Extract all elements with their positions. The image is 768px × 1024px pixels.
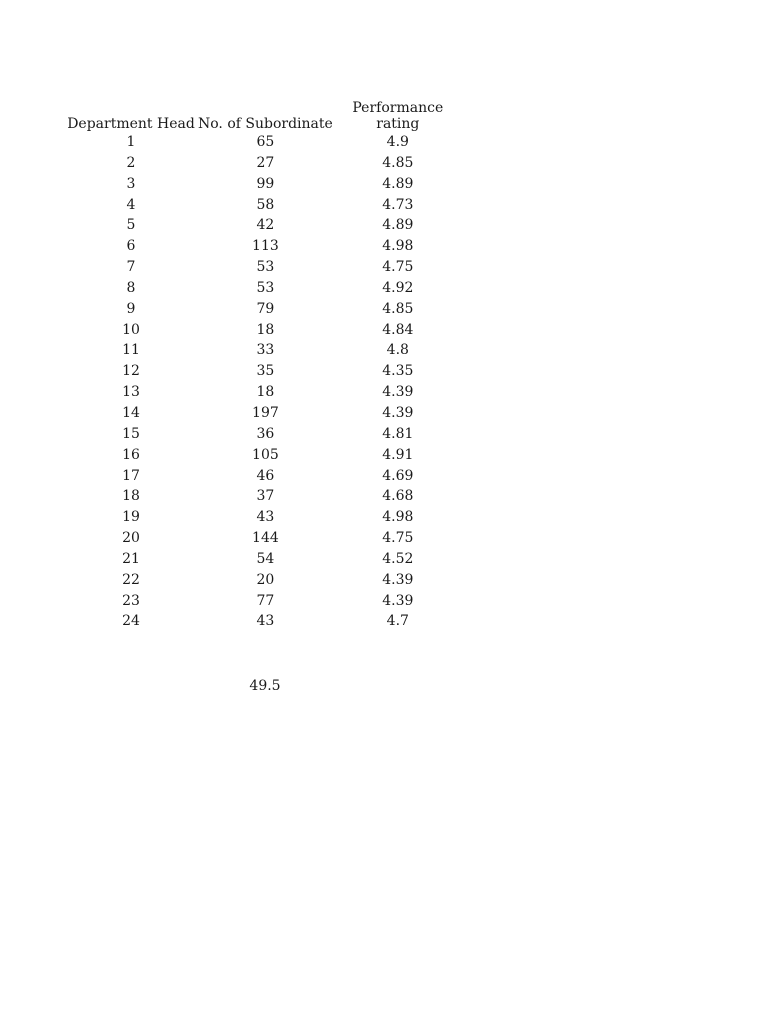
table-row — [64, 445, 463, 466]
department-head-cell: 23 — [122, 592, 140, 609]
department-head-cell: 20 — [122, 530, 140, 547]
department-head-cell: 12 — [122, 363, 140, 380]
subordinates-cell: 65 — [256, 134, 275, 150]
subordinates-cell: 113 — [252, 238, 279, 255]
department-head-cell: 10 — [122, 321, 140, 338]
table-row — [64, 195, 463, 216]
department-head-cell: 14 — [122, 404, 140, 421]
subordinates-cell: 36 — [256, 425, 275, 442]
subordinates-cell: 18 — [256, 321, 275, 338]
table-row — [64, 299, 463, 320]
department-head-cell: 1 — [126, 134, 136, 150]
department-table — [64, 96, 463, 632]
table-row — [64, 236, 463, 257]
performance-rating-cell: 4.39 — [382, 571, 414, 588]
subordinates-cell: 53 — [256, 279, 275, 296]
performance-rating-cell: 4.81 — [382, 425, 414, 442]
table-row — [64, 257, 463, 278]
department-head-cell: 7 — [126, 259, 136, 276]
performance-rating-cell: 4.68 — [382, 488, 414, 505]
header-department-head — [64, 96, 198, 132]
performance-rating-cell: 4.89 — [382, 217, 414, 234]
table-row — [64, 466, 463, 487]
subordinates-cell: 77 — [256, 592, 275, 609]
subordinates-cell: 54 — [256, 550, 275, 567]
table-row — [64, 320, 463, 341]
department-head-cell: 15 — [122, 425, 140, 442]
performance-rating-cell: 4.98 — [382, 238, 414, 255]
table-body — [64, 132, 463, 632]
header-subordinates — [198, 96, 333, 132]
performance-rating-cell: 4.98 — [382, 509, 414, 526]
department-head-cell: 8 — [126, 279, 136, 296]
subordinates-cell: 46 — [256, 467, 275, 484]
performance-rating-cell: 4.85 — [382, 154, 414, 171]
performance-rating-cell: 4.39 — [382, 404, 414, 421]
performance-rating-cell: 4.69 — [382, 467, 414, 484]
department-head-cell: 9 — [126, 300, 136, 317]
table-row — [64, 132, 463, 153]
subordinates-cell: 27 — [256, 154, 275, 171]
performance-rating-cell: 4.73 — [382, 196, 414, 213]
department-head-cell: 4 — [126, 196, 136, 213]
subordinates-cell: 99 — [256, 175, 275, 192]
performance-rating-cell: 4.89 — [382, 175, 414, 192]
performance-rating-cell: 4.35 — [382, 363, 414, 380]
performance-rating-cell: 4.39 — [382, 384, 414, 401]
department-head-cell: 5 — [126, 217, 136, 234]
subordinates-cell: 197 — [252, 404, 279, 421]
header-performance-rating-label: Performance rating — [352, 100, 444, 132]
performance-rating-cell: 4.75 — [382, 530, 414, 547]
table-row — [64, 361, 463, 382]
table-row — [64, 507, 463, 528]
performance-rating-cell: 4.8 — [386, 342, 409, 359]
department-head-cell: 19 — [122, 509, 140, 526]
subordinates-cell: 144 — [252, 530, 279, 547]
performance-rating-cell: 4.84 — [382, 321, 414, 338]
table-row — [64, 278, 463, 299]
subordinates-cell: 105 — [252, 446, 279, 463]
table-row — [64, 382, 463, 403]
header-performance-rating — [333, 96, 463, 132]
summary-value: 49.5 — [249, 678, 281, 694]
subordinates-cell: 42 — [256, 217, 275, 234]
performance-rating-cell: 4.85 — [382, 300, 414, 317]
subordinates-cell: 43 — [256, 613, 275, 630]
department-head-cell: 11 — [122, 342, 140, 359]
table-row — [64, 174, 463, 195]
header-row — [64, 96, 463, 132]
department-head-cell: 22 — [122, 571, 140, 588]
department-head-cell: 24 — [122, 613, 140, 630]
table-row — [64, 611, 463, 632]
department-head-cell: 17 — [122, 467, 140, 484]
performance-rating-cell: 4.75 — [382, 259, 414, 276]
table-row — [64, 528, 463, 549]
table-row — [64, 570, 463, 591]
table-row — [64, 424, 463, 445]
table-row — [64, 591, 463, 612]
table-row — [64, 486, 463, 507]
subordinates-cell: 35 — [256, 363, 275, 380]
performance-rating-cell: 4.9 — [386, 134, 409, 150]
department-head-cell: 3 — [126, 175, 136, 192]
subordinates-cell: 33 — [256, 342, 275, 359]
performance-rating-cell: 4.92 — [382, 279, 414, 296]
table-row — [64, 340, 463, 361]
table-row — [64, 549, 463, 570]
subordinates-cell: 79 — [256, 300, 275, 317]
subordinates-cell: 20 — [256, 571, 275, 588]
table-row — [64, 215, 463, 236]
header-subordinates-label: No. of Subordinate — [198, 116, 333, 132]
performance-rating-cell: 4.7 — [386, 613, 409, 630]
subordinates-cell: 37 — [256, 488, 275, 505]
performance-rating-cell: 4.91 — [382, 446, 414, 463]
department-head-cell: 6 — [126, 238, 136, 255]
department-head-cell: 13 — [122, 384, 140, 401]
subordinates-cell: 53 — [256, 259, 275, 276]
subordinates-cell: 58 — [256, 196, 275, 213]
department-head-cell: 18 — [122, 488, 140, 505]
department-head-cell: 21 — [122, 550, 140, 567]
subordinates-cell: 43 — [256, 509, 275, 526]
performance-rating-cell: 4.52 — [382, 550, 414, 567]
department-head-cell: 16 — [122, 446, 140, 463]
header-department-head-label: Department Head — [67, 116, 195, 132]
department-head-cell: 2 — [126, 154, 136, 171]
table-row — [64, 153, 463, 174]
table-row — [64, 403, 463, 424]
subordinates-cell: 18 — [256, 384, 275, 401]
performance-rating-cell: 4.39 — [382, 592, 414, 609]
